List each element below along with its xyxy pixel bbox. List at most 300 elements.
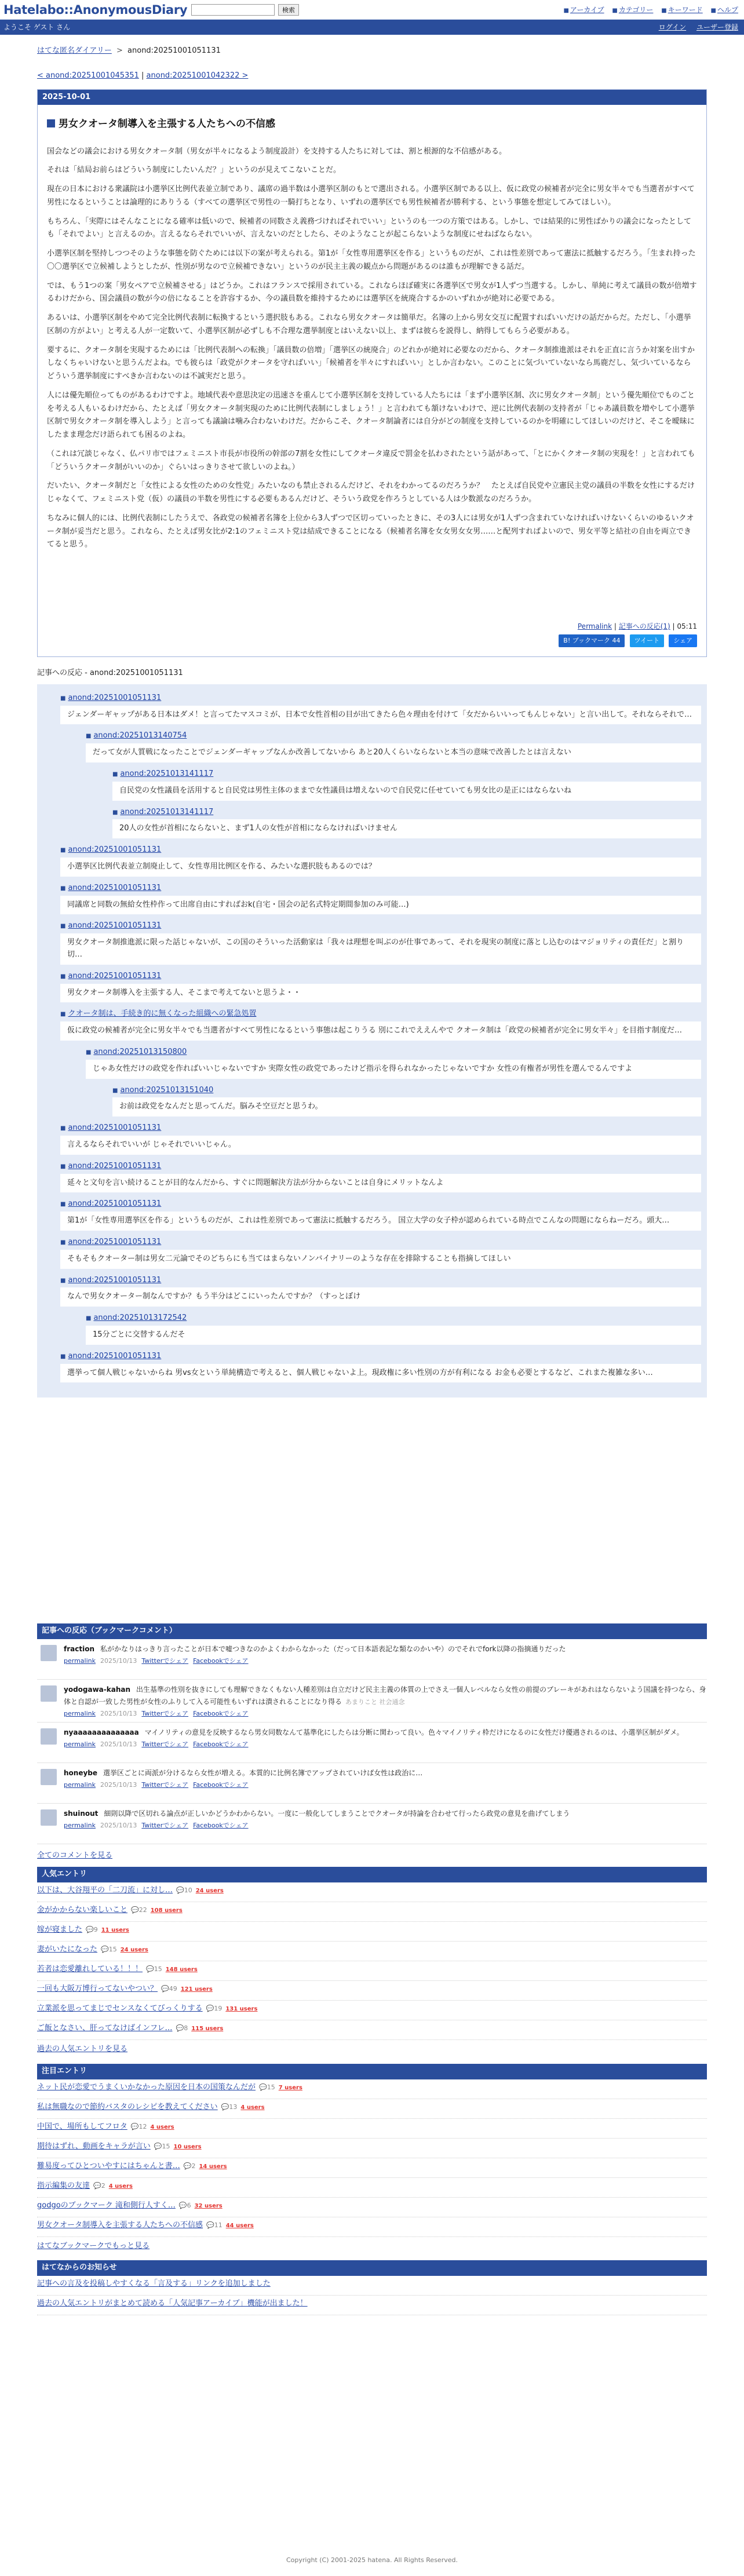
reaction-item	[60, 882, 701, 915]
reaction-id-link[interactable]	[112, 1085, 701, 1097]
bullet-icon: ■	[86, 1315, 92, 1322]
bookmark-users-badge[interactable]: 24 users	[195, 1887, 224, 1894]
reaction-id-link[interactable]	[60, 1236, 701, 1249]
comment-icon: 💬	[259, 2083, 267, 2091]
entry-title-link[interactable]: 嫁が寝ました	[37, 1925, 83, 1934]
article-date: 2025-10-01	[38, 90, 706, 105]
notices-heading: はてなからのお知らせ	[37, 2260, 707, 2276]
keyword-icon: ■	[661, 8, 667, 14]
title-square-icon	[47, 119, 55, 127]
tweet-button[interactable]: ツイート	[630, 634, 664, 647]
reaction-id-link[interactable]	[60, 882, 701, 895]
bookmark-permalink[interactable]: permalink	[64, 1741, 96, 1749]
entry-title-link[interactable]: 難易度ってひとついやすにはちゃんと書…	[37, 2161, 180, 2170]
reaction-item	[60, 1122, 701, 1155]
reaction-id-link[interactable]	[60, 1275, 701, 1287]
reactions-count-link[interactable]: 記事への反応(1)	[618, 622, 670, 631]
reaction-excerpt: 男女クオータ制推進派に限った話じゃないが、この国のそういった活動家は「我々は理想を叫ぶのが仕事であって、それを現実の制度に落とし込むのはマジョリティの責任だ」と割り切…	[60, 933, 701, 965]
bookmark-permalink[interactable]: permalink	[64, 1656, 96, 1665]
comment-icon: 💬	[178, 2201, 187, 2209]
bookmark-user[interactable]: shuinout	[64, 1809, 99, 1818]
comment-icon: 💬	[206, 2004, 214, 2012]
entry-title-link[interactable]: 若者は恋愛離れしている！！！	[37, 1964, 143, 1973]
article-paragraph: 小選挙区制を堅持しつつそのような事態を防ぐためには以下の案が考えられる。第1が「女性専用選挙区を作る」というものだが、これは性差別であって憲法に抵触するだろう。「生まれ持った〇〇選挙区で立候補しようとしたが、性別が男なので立候補できない」というのが民主主義の観点から問題があるのは誰もが理解できる話だ。	[47, 249, 696, 271]
reaction-item	[86, 730, 701, 762]
search-button[interactable]: 検索	[278, 4, 299, 16]
article-paragraph: ちなみに個人的には、比例代表制にしたうえで、各政党の候補者名簿を上位から3人ずつで区切っていったときに、その3人には男女が1人ずつ含まれていなければいけないくらいのゆるいクオータ制が妥当だと思う。これなら、たとえば男女比が2:1のフェミニスト党は結成できることになる（候補者名簿を女女男女女男……と配列すればよいので、男女平等と結社の自由を両立できてると思う。	[47, 513, 694, 549]
comment-count	[259, 2084, 275, 2091]
comment-icon: 💬	[93, 2181, 101, 2190]
reaction-item	[60, 1275, 701, 1307]
avatar[interactable]	[41, 1645, 57, 1661]
reaction-excerpt: だって女が人質戦になったことでジェンダーギャップなんか改善してないから あと20人くらいならないと本当の意味で改善したとは言えない	[86, 743, 701, 762]
breadcrumb	[37, 45, 744, 57]
bookmark-date: 2025/10/13	[100, 1822, 137, 1830]
reaction-excerpt: なんで男女クオーター制なんですか？もう半分はどこにいったんですか？（すっとぼけ	[60, 1287, 701, 1307]
comment-count	[146, 1965, 162, 1973]
entry-title-link[interactable]: ご飯となさい、肝ってなけばインフレ…	[37, 2023, 173, 2033]
reaction-item	[60, 920, 701, 964]
reaction-id-link[interactable]	[86, 1046, 701, 1059]
comment-count-number: 15	[267, 2083, 275, 2091]
notice-link[interactable]: 記事への言及を投稿しやすくなる「言及する」リンクを追加しました	[37, 2276, 707, 2296]
top-links	[557, 5, 738, 16]
popular-entries-heading: 人気エントリ	[37, 1867, 707, 1882]
entry-title-link[interactable]: 以下は、大谷翔平の「二刀流」に対し…	[37, 1885, 173, 1895]
bullet-icon: ■	[60, 1277, 66, 1284]
article-paragraph: だいたい、クオータ制だと「女性による女性のための女性党」みたいなのも禁止されるんだけど、それをわかってるのだろうか？ たとえば自民党や立憲民主党の議員の半数を女性にするだけじゃなくて、フェミニスト党（仮）の議員の半数を男性にする必要もあるんだけど、そういう政党を作ろうとしている人は少数派なのだろうか。	[47, 481, 695, 504]
share-buttons	[47, 632, 697, 652]
reaction-id-label[interactable]: anond:20251001051131	[68, 1275, 162, 1285]
reaction-id-label[interactable]: anond:20251001051131	[68, 1123, 162, 1133]
archive-link[interactable]: ■ アーカイブ	[563, 6, 604, 14]
article-title[interactable]: 男女クオータ制導入を主張する人たちへの不信感	[47, 116, 697, 132]
bullet-icon: ■	[86, 733, 92, 740]
help-icon: ■	[710, 8, 716, 14]
bookmark-line	[64, 1727, 707, 1739]
bookmark-meta	[64, 1656, 707, 1666]
article-paragraph: 現在の日本における衆議院は小選挙区比例代表並立制であり、議席の過半数は小選挙区制のもとで選出される。小選挙区制である以上、仮に政党の候補者が完全に男女半々でも当選者がすべて男性になるということは論理的にありうる（すべての選挙区で男性の一騎打ちとなり、いずれの選挙区でも男性候補者が勝利する、という事態を想定してみてほしい）。	[47, 185, 695, 207]
bookmark-meta	[64, 1780, 707, 1790]
breadcrumb-root-link[interactable]: はてな匿名ダイアリー	[37, 46, 112, 55]
reaction-id-link[interactable]	[86, 1312, 701, 1325]
reaction-id-label[interactable]: anond:20251001051131	[68, 971, 162, 980]
popular-entries-list	[37, 1882, 707, 2040]
bookmark-permalink[interactable]: permalink	[64, 1781, 96, 1789]
entry-item	[37, 2079, 707, 2099]
entry-title-link[interactable]: 期待はずれ、動画をキャラが言い	[37, 2141, 151, 2151]
comment-icon: 💬	[221, 2103, 229, 2111]
avatar[interactable]	[41, 1728, 57, 1745]
hot-entries-list	[37, 2079, 707, 2237]
bookmark-line	[64, 1768, 707, 1780]
bullet-icon: ■	[60, 695, 66, 702]
entry-item	[37, 2020, 707, 2040]
bookmark-tags[interactable]: あまりこと 社会通念	[345, 1698, 405, 1706]
comment-count	[86, 1926, 98, 1933]
entry-title-link[interactable]: 私は無職なので節約バスタのレシピを教えてください	[37, 2102, 218, 2111]
article-body	[47, 145, 697, 552]
entry-title-link[interactable]: 指示編集の友達	[37, 2181, 90, 2190]
next-entry-link[interactable]: anond:20251001042322 >	[146, 71, 249, 80]
avatar[interactable]	[41, 1769, 57, 1785]
article-paragraph: あるいは、小選挙区制をやめて完全比例代表制に転換するという選択肢もある。これなら男女クオータは簡単だ。名簿の上から男女交互に配置すればいいだけの話だからだ。ただし、「小選挙区制の方がよい」と考える人が一定数いて、小選挙区制が必ずしも不合理な選挙制度とはいえない以上、まずは彼らを説得し、納得してもらう必要がある。	[47, 313, 691, 335]
comment-count-number: 15	[108, 1945, 117, 1953]
bookmark-text: 選挙区ごとに両派が分けるなら女性が増える。本質的に比例名簿でアップされていけば女性は政治に…	[103, 1769, 423, 1778]
bookmark-section	[37, 1623, 707, 2315]
bookmark-date: 2025/10/13	[100, 1781, 137, 1789]
comment-icon: 💬	[176, 2024, 184, 2032]
comment-count	[131, 2123, 147, 2130]
bookmark-user[interactable]: yodogawa-kahan	[64, 1685, 131, 1694]
archive-icon: ■	[563, 8, 569, 14]
reaction-excerpt: ジェンダーギャップがある日本はダメ！と言ってたマスコミが、日本で女性首相の目が出てきたら色々理由を付けて「女だからいいってもんじゃない」と言い出して。それならそれで…	[60, 706, 701, 725]
entry-item	[37, 1961, 707, 1981]
site-logo[interactable]: Hatelabo::AnonymousDiary	[3, 3, 188, 17]
entry-item	[37, 1942, 707, 1961]
bookmark-users-badge[interactable]: 4 users	[240, 2104, 265, 2111]
entry-title-link[interactable]: 一回も大阪万博行ってないやつい？	[37, 1984, 158, 1993]
article-paragraph: それは「結局お前らはどういう制度にしたいんだ？」というのが見えてこないことだ。	[47, 166, 341, 175]
comment-icon: 💬	[86, 1925, 94, 1933]
bookmark-line	[64, 1644, 707, 1656]
bookmark-comment	[37, 1680, 707, 1723]
reaction-excerpt: 仮に政党の候補者が完全に男女半々でも当選者がすべて男性になるという事態は起こりうる 別にこれでええんやで クオータ制は「政党の候補者が完全に男女半々」を目指す制度だ…	[60, 1021, 701, 1041]
reaction-id-label[interactable]: クオータ制は、手続き的に無くなった組織への緊急処置	[68, 1009, 257, 1019]
facebook-share-link[interactable]: Facebookでシェア	[193, 1709, 249, 1717]
bookmark-users-badge[interactable]: 10 users	[173, 2143, 202, 2150]
bookmark-users-badge[interactable]: 131 users	[225, 2005, 258, 2012]
reaction-excerpt: 言えるならそれでいいが じゃそれでいいじゃん。	[60, 1136, 701, 1155]
entry-item	[37, 2158, 707, 2178]
reaction-id-link[interactable]	[60, 970, 701, 983]
entry-item	[37, 2001, 707, 2020]
reaction-item	[60, 1351, 701, 1383]
reaction-id-link[interactable]	[86, 730, 701, 742]
comment-count	[221, 2103, 238, 2111]
article-paragraph: （これは冗談じゃなく、仏パリ市ではフェミニスト市長が市役所の幹部の7割を女性にしてクオータ違反で罰金を払わされたという話があって、「とにかくクオータ制の実現を！」と言われても「どういうクオータ制がいいのか」ぐらいはっきりさせて欲しいのよね。）	[47, 449, 695, 472]
comment-count	[176, 2024, 188, 2032]
reaction-id-label[interactable]: anond:20251001051131	[68, 883, 162, 892]
bookmark-users-badge[interactable]: 44 users	[225, 2222, 254, 2229]
reaction-id-link[interactable]	[112, 807, 701, 819]
reaction-id-label[interactable]: anond:20251001051131	[68, 1351, 162, 1360]
bullet-icon: ■	[60, 885, 66, 892]
bookmark-meta	[64, 1709, 707, 1719]
article-paragraph: 国会などの議会における男女クオータ制（男女が半々になるよう制度設計）を支持する人たちに対しては、割と根源的な不信感がある。	[47, 147, 507, 156]
reaction-excerpt: 第1が「女性専用選挙区を作る」というものだが、これは性差別であって憲法に抵触するだろう。 国立大学の女子枠が認められている時点でこんなの問題にならねーだろ。頭大…	[60, 1212, 701, 1231]
entry-item	[37, 1922, 707, 1942]
nav-separator: |	[141, 71, 144, 80]
bookmark-users-badge[interactable]: 108 users	[150, 1907, 183, 1914]
reaction-id-label[interactable]: anond:20251001051131	[68, 1199, 162, 1209]
bookmark-text: 私がかなりはっきり言ったことが日本で嘘つきなのかよくわからなかった（だって日本語表記な類なのかいや）のでそれでfork以降の指摘通りだった	[100, 1645, 566, 1654]
facebook-share-button[interactable]: シェア	[669, 634, 697, 647]
notices-list	[37, 2276, 707, 2315]
reaction-excerpt: 延々と文句を言い続けることが目的なんだから、すぐに問題解決方法が分からないことは自身にメリットなんよ	[60, 1174, 701, 1193]
entry-item	[37, 2217, 707, 2237]
avatar[interactable]	[41, 1809, 57, 1826]
reaction-excerpt: 15分ごとに交替するんだそ	[86, 1326, 701, 1345]
bookmark-comments-heading: 記事への反応（ブックマークコメント）	[37, 1623, 707, 1639]
comment-count-number: 8	[184, 2024, 188, 2032]
facebook-share-link[interactable]: Facebookでシェア	[193, 1656, 249, 1665]
comment-count	[161, 1985, 177, 1993]
entry-item	[37, 2139, 707, 2158]
comment-count	[179, 2202, 191, 2209]
comment-count-number: 6	[187, 2201, 191, 2209]
reaction-id-label[interactable]: anond:20251013150800	[93, 1048, 187, 1056]
entry-item	[37, 1882, 707, 1902]
login-link[interactable]: ログイン	[658, 23, 687, 31]
bookmark-users-badge[interactable]: 24 users	[120, 1946, 148, 1953]
comment-count-number: 12	[138, 2122, 147, 2130]
comment-icon: 💬	[206, 2221, 214, 2229]
article-paragraph: では、もう1つの案「男女ペアで立候補させる」はどうか。これはフランスで採用されている。これならほぼ確実に各選挙区で男女が1人ずつ当選する。しかし、単純に考えて議員の数が倍増するわけだから、国会議員の数が今の倍になることを許容するか、今の議員数を維持するためには選挙区を統廃合するかのいずれかが絶対に必要である。	[47, 281, 697, 304]
comment-count	[206, 2005, 223, 2012]
top-header	[0, 0, 744, 20]
bullet-icon: ■	[60, 1353, 66, 1360]
reaction-id-label[interactable]: anond:20251013140754	[93, 731, 187, 740]
all-comments-link[interactable]: 全てのコメントを見る	[37, 1851, 113, 1860]
reaction-id-label[interactable]: anond:20251001051131	[68, 1237, 162, 1246]
reaction-id-label[interactable]: anond:20251001051131	[68, 921, 162, 931]
bookmark-comment	[37, 1804, 707, 1844]
category-icon: ■	[612, 8, 618, 14]
search-input[interactable]	[191, 4, 275, 16]
bookmark-line	[64, 1808, 707, 1820]
article	[37, 89, 707, 657]
reaction-id-link[interactable]	[60, 1351, 701, 1363]
entry-item	[37, 2198, 707, 2217]
comment-icon: 💬	[154, 2142, 162, 2150]
reaction-item	[60, 1161, 701, 1193]
bookmark-comment	[37, 1639, 707, 1680]
breadcrumb-separator: >	[116, 46, 123, 55]
entry-item	[37, 2119, 707, 2139]
entry-title-link[interactable]: ネット民が恋愛でうまくいかなかった原因を日本の国策なんだが	[37, 2082, 256, 2092]
reaction-item	[60, 844, 701, 877]
reaction-id-label[interactable]: anond:20251013172542	[93, 1313, 187, 1323]
entry-title-link[interactable]: 中国で、場所もしてフロタ	[37, 2122, 127, 2131]
reaction-id-label[interactable]: anond:20251013151040	[120, 1085, 214, 1094]
facebook-share-link[interactable]: Facebookでシェア	[193, 1822, 249, 1830]
comment-count-number: 13	[229, 2103, 238, 2111]
bookmark-list	[37, 1639, 707, 1844]
user-bar	[0, 20, 744, 35]
bookmark-users-badge[interactable]: 4 users	[150, 2123, 174, 2130]
entry-title-link[interactable]: 金がかからない楽しいこと	[37, 1905, 128, 1914]
keyword-link[interactable]: ■ キーワード	[661, 6, 703, 14]
reaction-item	[60, 692, 701, 725]
reaction-id-label[interactable]: anond:20251001051131	[68, 693, 162, 702]
entry-item	[37, 1902, 707, 1922]
reaction-id-label[interactable]: anond:20251013141117	[120, 769, 214, 779]
reaction-tree	[37, 684, 707, 1398]
bullet-icon: ■	[60, 1163, 66, 1170]
comment-count-number: 22	[138, 1906, 147, 1914]
help-link[interactable]: ■ ヘルプ	[710, 6, 738, 14]
bookmark-user[interactable]: honeybe	[64, 1769, 98, 1778]
bookmark-users-badge[interactable]: 14 users	[199, 2163, 227, 2170]
reaction-id-link[interactable]	[60, 1198, 701, 1210]
welcome-text: ようこそ ゲスト さん	[3, 23, 71, 31]
reaction-excerpt: 男女クオータ制導入を主張する人、そこまで考えてないと思うよ・・	[60, 984, 701, 1003]
reaction-id-label[interactable]: anond:20251001051131	[68, 1161, 162, 1170]
reaction-item	[112, 768, 701, 801]
reaction-id-link[interactable]	[60, 920, 701, 932]
bullet-icon: ■	[112, 809, 118, 816]
bookmark-user[interactable]: nyaaaaaaaaaaaaaa	[64, 1728, 139, 1737]
reaction-excerpt: 20人の女性が首相にならないと、まず1人の女性が首相にならなければいけません	[112, 819, 701, 838]
bullet-icon: ■	[86, 1049, 92, 1056]
avatar[interactable]	[41, 1685, 57, 1702]
more-bookmarks-link[interactable]: はてなブックマークでもっと見る	[37, 2241, 150, 2250]
reaction-item	[60, 1198, 701, 1231]
bullet-icon: ■	[60, 1125, 66, 1132]
entry-item	[37, 2178, 707, 2198]
reaction-item	[86, 1312, 701, 1345]
entry-title-link[interactable]: godgoのブックマーク 滝和側行人すく…	[37, 2201, 176, 2210]
comment-icon: 💬	[176, 1886, 184, 1894]
bullet-icon: ■	[112, 1087, 118, 1094]
copyright: Copyright (C) 2001-2025 hatena. All Rights Reserved.	[286, 2556, 458, 2564]
entry-navigation	[37, 70, 744, 82]
bullet-icon: ■	[60, 1011, 66, 1018]
notice-link[interactable]: 過去の人気エントリがまとめて読める「人気記事アーカイブ」機能が出ました！	[37, 2296, 707, 2315]
bullet-icon: ■	[112, 771, 118, 778]
bookmark-users-badge[interactable]: 115 users	[191, 2025, 224, 2032]
bookmark-permalink[interactable]: permalink	[64, 1822, 96, 1830]
comment-count-number: 15	[162, 2142, 170, 2150]
comment-count	[184, 2162, 196, 2170]
reaction-excerpt: 選挙って個人戦じゃないからね 男vs女という単純構造で考えると、個人戦じゃないよ上。現政権に多い性別の方が有利になる お金も必要とするなど、これまた複雑な多い…	[60, 1364, 701, 1383]
reaction-id-link[interactable]	[60, 1008, 701, 1020]
permalink-link[interactable]: Permalink	[577, 622, 612, 631]
reaction-id-link[interactable]	[60, 1161, 701, 1173]
bookmark-meta	[64, 1820, 707, 1831]
reaction-excerpt: お前は政党をなんだと思ってんだ。脳みそ空豆だと思うわ。	[112, 1097, 701, 1116]
facebook-share-link[interactable]: Facebookでシェア	[193, 1781, 249, 1789]
breadcrumb-current: anond:20251001051131	[127, 46, 221, 55]
reaction-item	[112, 1085, 701, 1117]
article-paragraph: 要するに、クオータ制を実現するためには「比例代表制への転換」「議員数の倍増」「選挙区の統廃合」のどれかが絶対に必要なのだから、クオータ制推進派はそれを正直に言うか対案を出すかしなくちゃいけないと思うんだよね。でも彼らは「政党がクオータを守ればいい」「候補者を半々にすればいい」としか言わない。このことに気づいていないなら馬鹿だし、気づいているならどういう選挙制度にすべきか言わないのは不誠実だと思う。	[47, 345, 695, 381]
comment-icon: 💬	[131, 1906, 139, 1914]
comment-count	[131, 1906, 147, 1914]
prev-entry-link[interactable]: < anond:20251001045351	[37, 71, 139, 80]
facebook-share-link[interactable]: Facebookでシェア	[193, 1741, 249, 1749]
comment-count	[154, 2143, 170, 2150]
twitter-share-link[interactable]: Twitterでシェア	[141, 1822, 189, 1830]
comment-icon: 💬	[183, 2162, 192, 2170]
entry-title-link[interactable]: 男女クオータ制導入を主張する人たちへの不信感	[37, 2220, 203, 2230]
comment-icon: 💬	[161, 1984, 169, 1993]
comment-icon: 💬	[101, 1945, 109, 1953]
entry-title-link[interactable]: 妻がいたになった	[37, 1944, 98, 1954]
reaction-id-link[interactable]	[60, 1122, 701, 1134]
bullet-icon: ■	[60, 847, 66, 854]
hatena-bookmark-button[interactable]: B! ブックマーク 44	[559, 634, 625, 647]
bookmark-date: 2025/10/13	[100, 1709, 137, 1717]
comment-count	[176, 1887, 192, 1894]
bookmark-comment	[37, 1723, 707, 1763]
bookmark-user[interactable]: fraction	[64, 1645, 94, 1654]
bookmark-text: 細則以降で区切れる論点が正しいかどうかわからない。一度に一般化してしまうことでクオータが持論を合わせて行ったら政党の意見を曲げてしまう	[104, 1809, 570, 1818]
twitter-share-link[interactable]: Twitterでシェア	[141, 1709, 189, 1717]
comment-icon: 💬	[130, 2122, 139, 2130]
twitter-share-link[interactable]: Twitterでシェア	[141, 1741, 189, 1749]
reaction-item	[86, 1046, 701, 1079]
register-link[interactable]: ユーザー登録	[696, 23, 738, 31]
article-paragraph: 人には優先順位ってものがあるわけですよ。地域代表や意思決定の迅速さを重んじて小選挙区制を支持している人たちには「まず小選挙区制、次に男女クオータ制」という優先順位でものごとを考える人もいるわけだから、たとえば「男女クオータ制実現のために比例代表制にしましょう！」と言われても頷けないわけで、逆に比例代表制の支持者が「じゃあ議員数を増やして小選挙区制で男女クオータ制を導入しよう」と言っても議論は噛み合わないわけだ。だからこそ、クオータ制論者には自分がどの制度を支持しているのかを明確にしてほしいのだけど、そこを曖昧にしたまま理念だけ語られても困るのよね。	[47, 391, 695, 440]
bookmark-line	[64, 1684, 707, 1709]
reaction-excerpt: そもそもクオーター制は男女二元論でそのどちらにも当てはまらないノンバイナリーのような存在を排除することも指摘してほしい	[60, 1250, 701, 1269]
bookmark-users-badge[interactable]: 11 users	[101, 1926, 129, 1933]
bullet-icon: ■	[60, 1239, 66, 1246]
comment-count-number: 49	[169, 1984, 177, 1993]
entry-item	[37, 1981, 707, 2001]
reaction-id-label[interactable]: anond:20251013141117	[120, 807, 214, 816]
bookmark-users-badge[interactable]: 148 users	[165, 1966, 198, 1973]
reaction-excerpt: 自民党の女性議員を活用すると自民党は男性主体のままで女性議員は増えないので自民党に任せていても男女比の是正にはならないね	[112, 782, 701, 801]
entry-item	[37, 2099, 707, 2119]
comment-count-number: 2	[191, 2162, 196, 2170]
comment-count	[101, 1946, 117, 1953]
comment-count-number: 15	[154, 1965, 162, 1973]
twitter-share-link[interactable]: Twitterでシェア	[141, 1656, 189, 1665]
bookmark-users-badge[interactable]: 4 users	[108, 2183, 133, 2190]
comment-count-number: 2	[101, 2181, 105, 2190]
reaction-item	[112, 807, 701, 839]
comment-count-number: 19	[214, 2004, 223, 2012]
bookmark-date: 2025/10/13	[100, 1656, 137, 1665]
reaction-id-link[interactable]	[60, 692, 701, 705]
past-popular-link[interactable]: 過去の人気エントリを見る	[37, 2044, 128, 2053]
bookmark-users-badge[interactable]: 32 users	[194, 2202, 223, 2209]
bullet-icon: ■	[60, 973, 66, 980]
comment-count	[93, 2182, 105, 2190]
reaction-excerpt: 小選挙区比例代表並立制廃止して、女性専用比例区を作る、みたいな選択肢もあるのでは？	[60, 858, 701, 877]
bullet-icon: ■	[60, 923, 66, 930]
comment-count-number: 11	[214, 2221, 223, 2229]
reactions-heading: 記事への反応 - anond:20251001051131	[37, 669, 183, 678]
bookmark-users-badge[interactable]: 7 users	[278, 2084, 302, 2091]
reaction-item	[60, 1008, 701, 1041]
bookmark-users-badge[interactable]: 121 users	[180, 1986, 213, 1993]
reaction-excerpt: 同議席と同数の無給女性枠作って出席自由にすればおk(自宅・国会の記名式特定期間参加のみ可能…)	[60, 896, 701, 915]
reaction-id-link[interactable]	[60, 844, 701, 856]
reaction-id-link[interactable]	[112, 768, 701, 780]
comment-count-number: 9	[93, 1925, 98, 1933]
reaction-item	[60, 970, 701, 1003]
bookmark-text: マイノリティの意見を反映するなら男女同数なんて基準化にしたらは分断に関わって良い。色々マイノリティ枠だけになるのに女性だけ優遇されるのは、小選挙区制がダメ。	[144, 1728, 684, 1737]
article-footer: Permalink | 記事への反応(1) | 05:11	[577, 622, 697, 631]
entry-title-link[interactable]: 立業派を思ってまじでセンスなくてびっくりする	[37, 2004, 203, 2013]
comment-count-number: 10	[184, 1886, 192, 1894]
hot-entries-heading: 注目エントリ	[37, 2064, 707, 2079]
category-link[interactable]: ■ カテゴリー	[612, 6, 654, 14]
reaction-excerpt: じゃあ女性だけの政党を作ればいいじゃないですか 実際女性の政党であったけど指示を得られなかったじゃないですか 女性の有権者が男性を選んでるんですよ	[86, 1060, 701, 1079]
bookmark-text: 出生基準の性別を抜きにしても理解できなくもない人種差別は自立だけど民主主義の体質の上でさえ一個人レベルなら女性の前提のブレーキがあれはならないよう国議を持つなら、身体と自認が一致した男性が女性のふりして入る可能性もいずれは潰されることになり得る	[64, 1685, 706, 1706]
bookmark-permalink[interactable]: permalink	[64, 1709, 96, 1717]
bullet-icon: ■	[60, 1201, 66, 1208]
comment-count	[206, 2221, 223, 2229]
twitter-share-link[interactable]: Twitterでシェア	[141, 1781, 189, 1789]
reaction-id-label[interactable]: anond:20251001051131	[68, 845, 162, 855]
article-paragraph: もちろん、「実際にはそんなことになる確率は低いので、候補者の同数さえ義務づければそれでいい」というのも一つの方策ではある。しかし、では結果的に男性ばかりの議会になったとしても「それでよい」と言えるのか。言えるならそれでいいが、言えないのだとしたら、そのようなことが起こらないような制度にせねばならない。	[47, 217, 692, 239]
post-time: 05:11	[677, 622, 697, 631]
bookmark-meta	[64, 1739, 707, 1750]
